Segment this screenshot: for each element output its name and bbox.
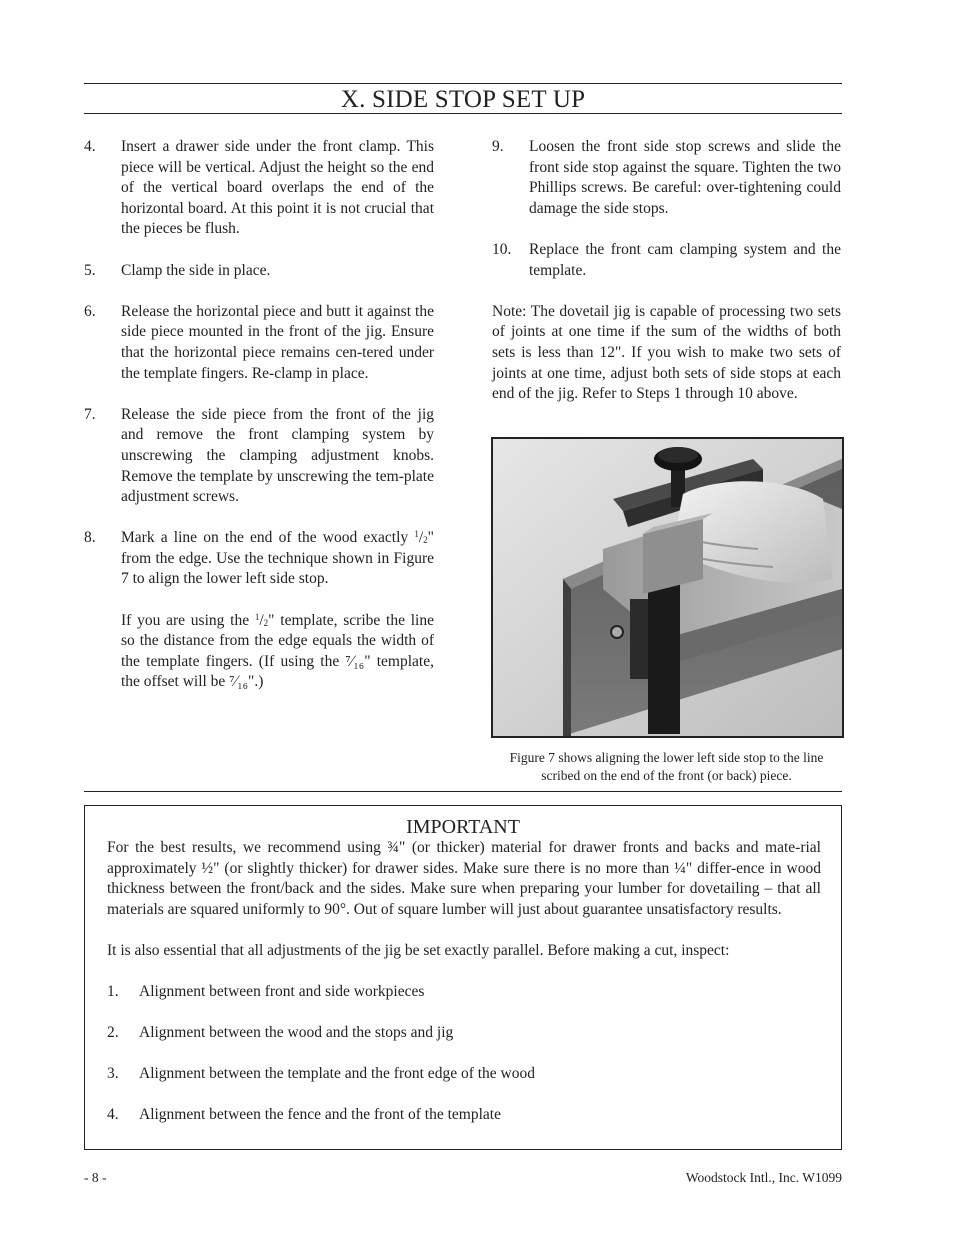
list-item: 3. Alignment between the template and the front edge of the wood <box>107 1064 535 1082</box>
note-paragraph: Note: The dovetail jig is capable of processing two sets of joints at one time if the sum of the widths of both sets is less than 12". If you wish to make two sets of joints at one time, adjust both sets of side stops at each end of the jig. Refer to Steps 1 through 10 above. <box>492 302 841 403</box>
list-item: 4. Alignment between the fence and the front of the template <box>107 1105 501 1123</box>
important-title: IMPORTANT <box>406 816 520 838</box>
step-9: 9. Loosen the front side stop screws and slide the front side stop against the square. Tighten the two Phillips screws. Be careful: over-tightening could damage the side stops. <box>492 138 841 217</box>
important-body <box>107 838 821 1125</box>
list-item: 2. Alignment between the wood and the stops and jig <box>107 1023 454 1041</box>
step-4: 4. Insert a drawer side under the front clamp. This piece will be vertical. Adjust the height so the end of the vertical board overlaps the end of the horizontal board. At this point it is not crucial that the pieces be flush. <box>84 138 434 238</box>
section-divider <box>84 791 842 792</box>
step-8: 8. Mark a line on the end of the wood exactly $^1/_2$" from the edge. Use the technique shown in Figure 7 to align the lower left side stop. <box>84 529 434 588</box>
figure-7-photo <box>491 437 844 738</box>
step-10: 10. Replace the front cam clamping system and the template. <box>492 240 841 279</box>
important-paragraph-1: For the best results, we recommend using ¾" (or thicker) material for drawer fronts and backs and mate-rial approximately ½" (or slightly thicker) for drawer sides. Make sure there is no more than ¼" differ-ence in wood thickness between the front/back and the sides. Make sure when preparing your lumber for dovetailing – that all materials are squared uniformly to 90°. Out of square lumber will just about guarantee unsatisfactory results. <box>107 839 821 918</box>
section-title: X. SIDE STOP SET UP <box>340 86 586 113</box>
publisher-footer: Woodstock Intl., Inc. W1099 <box>685 1170 842 1185</box>
left-column <box>84 137 434 693</box>
jig-illustration <box>493 439 842 736</box>
list-item: 1. Alignment between front and side workpieces <box>107 982 425 1000</box>
step-7: 7. Release the side piece from the front of the jig and remove the front clamping system by unscrewing the clamping adjustment knobs. Remove the template by unscrewing the tem-plate adjustment screws. <box>84 405 434 506</box>
figure-caption: Figure 7 shows aligning the lower left side stop to the line scribed on the end of the front (or back) piece. <box>509 750 824 783</box>
right-column <box>492 137 841 405</box>
top-rule <box>84 83 842 84</box>
page-number: - 8 - <box>84 1170 107 1185</box>
title-underline <box>84 113 842 114</box>
inspection-list <box>107 982 821 1126</box>
step-5: 5. Clamp the side in place. <box>84 261 271 279</box>
important-paragraph-2: It is also essential that all adjustments of the jig be set exactly parallel. Before making a cut, inspect: <box>107 941 730 959</box>
important-box <box>84 805 842 1150</box>
step-6: 6. Release the horizontal piece and butt it against the side piece mounted in the front of the jig. Ensure that the horizontal piece remains cen-tered under the template fingers. Re-clamp in place. <box>84 302 434 382</box>
step-8-continued: If you are using the $^1/_2$" template, scribe the line so the distance from the edge equals the width of the template fingers. (If using the ⁷⁄₁₆" template, the offset will be ⁷⁄₁₆".) <box>121 611 434 691</box>
